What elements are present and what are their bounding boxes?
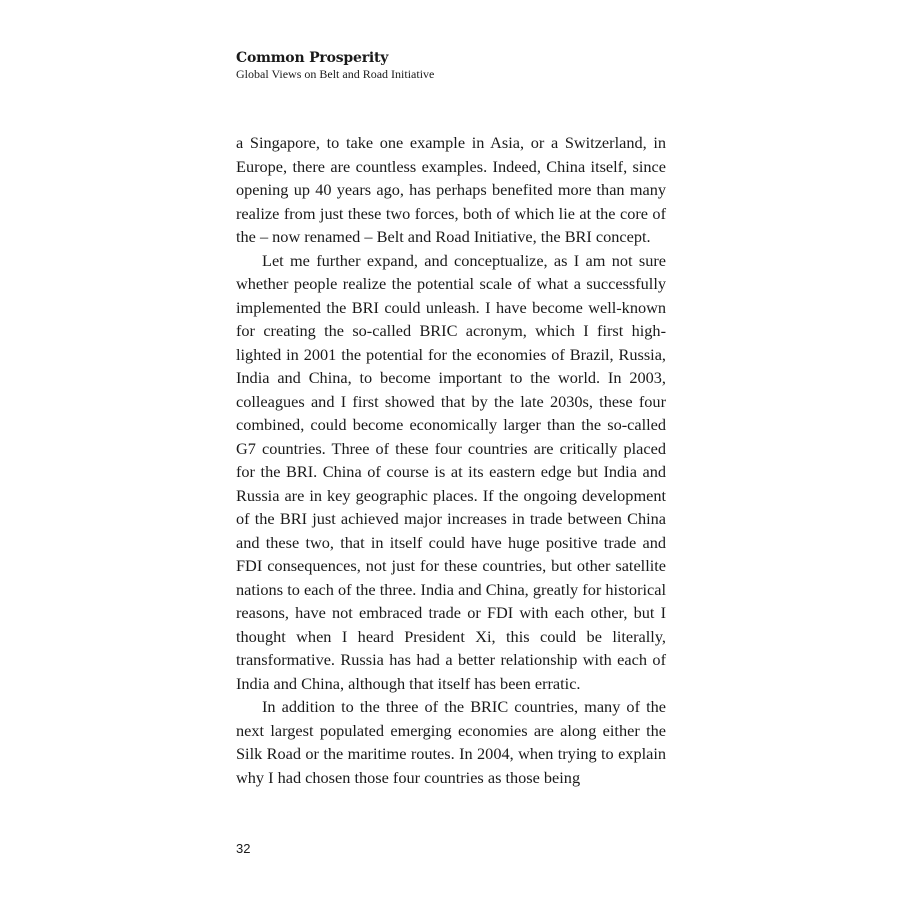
book-title: Common Prosperity bbox=[236, 50, 389, 66]
paragraph-3: In addition to the three of the BRIC countries, many of the next largest populated emerging economies are along either the Silk Road or the maritime routes. In 2004, when trying to explain why I had chosen those four countries as those being bbox=[236, 697, 666, 787]
running-head bbox=[236, 49, 434, 82]
page-number: 32 bbox=[236, 841, 251, 856]
body-text bbox=[236, 131, 666, 789]
book-subtitle: Global Views on Belt and Road Initiative bbox=[236, 67, 435, 81]
paragraph-2: Let me further expand, and conceptualize, as I am not sure whether people realize the potential scale of what a successfully implemented the BRI could unleash. I have become well-known for creating the so-called BRIC acronym, which I first highlighted in 2001 the potential for the economies of Brazil, Russia, India and China, to become important to the world. In 2003, colleagues and I first showed that by the late 2030s, these four combined, could become economically larger than the so-called G7 countries. Three of these four countries are critically placed for the BRI. China of course is at its eastern edge but India and Russia are in key geographic places. If the ongoing development of the BRI just achieved major increases in trade between China and these two, that in itself could have huge positive trade and FDI consequences, not just for these countries, but other satellite nations to each of the three. India and China, greatly for historical reasons, have not embraced trade or FDI with each other, but I thought when I heard President Xi, this could be literally, transformative. Russia has had a better relationship with each of India and China, although that itself has been erratic. bbox=[236, 250, 666, 693]
paragraph-1: a Singapore, to take one example in Asia, or a Switzerland, in Europe, there are countless examples. Indeed, China itself, since opening up 40 years ago, has perhaps benefited more than many realize from just these two forces, both of which lie at the core of the – now renamed – Belt and Road Initiative, the BRI concept. bbox=[236, 133, 666, 246]
